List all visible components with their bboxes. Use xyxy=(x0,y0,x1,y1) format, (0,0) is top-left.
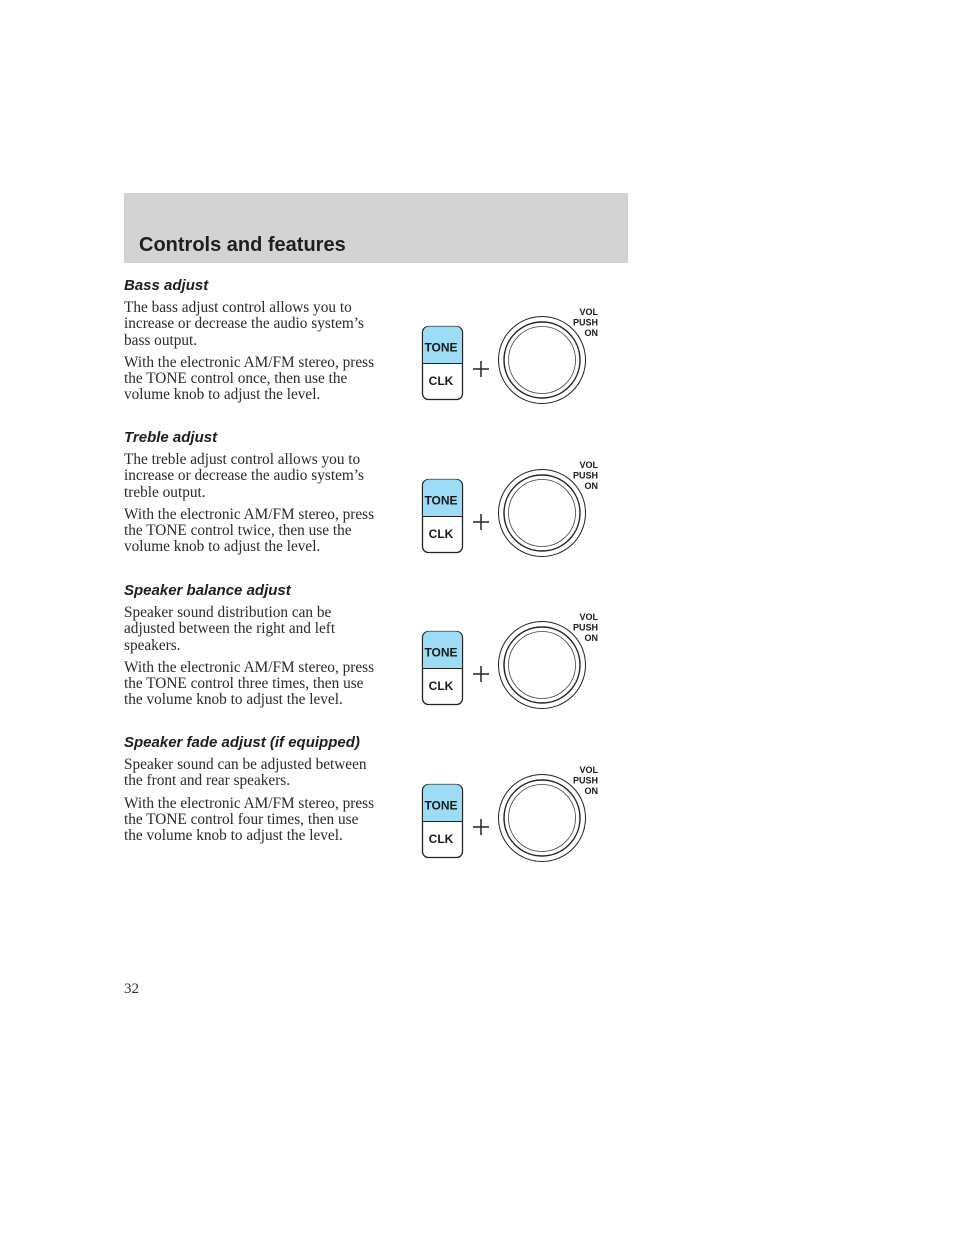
tone-volume-figure xyxy=(418,461,608,557)
volume-knob-body xyxy=(504,322,580,398)
section-paragraph: With the electronic AM/FM stereo, press the TONE control three times, then use the volume knob to adjust the level. xyxy=(124,658,375,709)
vol-label: VOL xyxy=(579,613,598,622)
vol-label: VOL xyxy=(579,461,598,470)
volume-knob-inner-ring xyxy=(509,785,576,852)
push-label: PUSH xyxy=(572,470,598,481)
section-speaker-balance-adjust xyxy=(124,582,380,715)
on-label: ON xyxy=(584,328,598,338)
clk-button-label: CLK xyxy=(428,679,454,693)
volume-knob-outer-ring xyxy=(499,317,586,404)
volume-knob-outer-ring xyxy=(499,775,586,862)
push-label: PUSH xyxy=(572,317,598,328)
section-treble-adjust xyxy=(124,429,380,562)
section-heading: Treble adjust xyxy=(124,429,218,446)
tone-button-label: TONE xyxy=(424,340,458,355)
section-paragraph: The treble adjust control allows you to increase or decrease the audio system’s treble output. xyxy=(124,451,364,501)
section-paragraph: Speaker sound can be adjusted between the front and rear speakers. xyxy=(124,756,367,790)
clk-button-label: CLK xyxy=(428,832,454,846)
tone-volume-figure xyxy=(418,308,608,404)
plus-icon xyxy=(473,514,489,530)
page-title: Controls and features xyxy=(139,234,346,256)
tone-volume-figure xyxy=(418,613,608,709)
on-label: ON xyxy=(584,786,598,796)
tone-volume-figure xyxy=(418,766,608,862)
section-speaker-fade-adjust xyxy=(124,734,380,850)
volume-knob-outer-ring xyxy=(499,622,586,709)
tone-volume-diagram xyxy=(418,613,608,709)
push-label: PUSH xyxy=(572,622,598,633)
vol-label: VOL xyxy=(579,766,598,775)
tone-volume-diagram xyxy=(418,308,608,404)
section-paragraph: With the electronic AM/FM stereo, press the TONE control twice, then use the volume knob to adjust the level. xyxy=(124,505,375,556)
plus-icon xyxy=(473,819,489,835)
plus-icon xyxy=(473,666,489,682)
plus-icon xyxy=(473,361,489,377)
volume-knob-inner-ring xyxy=(509,480,576,547)
tone-button-label: TONE xyxy=(424,645,458,660)
page-number: 32 xyxy=(124,981,139,997)
volume-knob-body xyxy=(504,780,580,856)
tone-button-label: TONE xyxy=(424,798,458,813)
section-paragraph: With the electronic AM/FM stereo, press the TONE control once, then use the volume knob to adjust the level. xyxy=(124,353,375,404)
on-label: ON xyxy=(584,633,598,643)
on-label: ON xyxy=(584,481,598,491)
push-label: PUSH xyxy=(572,775,598,786)
clk-button-label: CLK xyxy=(428,527,454,541)
clk-button-label: CLK xyxy=(428,374,454,388)
volume-knob-outer-ring xyxy=(499,470,586,557)
volume-knob-body xyxy=(504,627,580,703)
section-bass-adjust xyxy=(124,277,380,410)
section-header-band xyxy=(124,193,628,263)
vol-label: VOL xyxy=(579,308,598,317)
tone-volume-diagram xyxy=(418,766,608,862)
tone-volume-diagram xyxy=(418,461,608,557)
section-heading: Speaker balance adjust xyxy=(124,582,291,599)
volume-knob-inner-ring xyxy=(509,632,576,699)
section-paragraph: Speaker sound distribution can be adjusted between the right and left speakers. xyxy=(124,604,336,654)
section-heading: Bass adjust xyxy=(124,277,209,294)
volume-knob-body xyxy=(504,475,580,551)
section-paragraph: With the electronic AM/FM stereo, press the TONE control four times, then use the volume knob to adjust the level. xyxy=(124,794,375,845)
volume-knob-inner-ring xyxy=(509,327,576,394)
section-heading: Speaker fade adjust (if equipped) xyxy=(124,734,360,751)
tone-button-label: TONE xyxy=(424,493,458,508)
section-paragraph: The bass adjust control allows you to increase or decrease the audio system’s bass output. xyxy=(124,299,364,349)
